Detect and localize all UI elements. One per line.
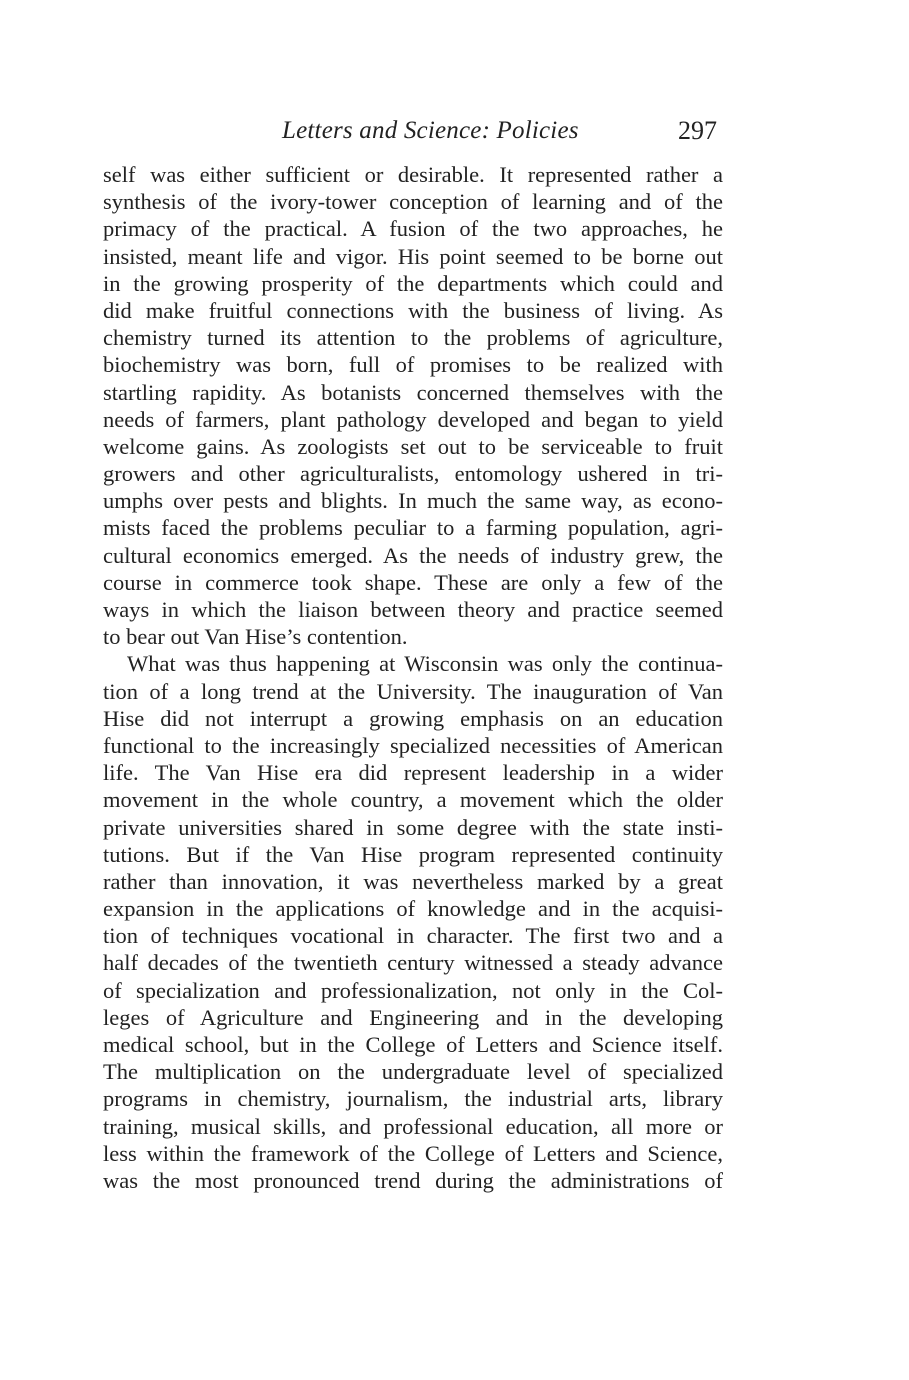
text-line: ways in which the liaison between theory and practice seemed [103, 597, 723, 622]
text-line: cultural economics emerged. As the needs of industry grew, the [103, 542, 723, 568]
text-line: self was either sufficient or desirable. It represented rather a [103, 162, 723, 187]
text-line: in the growing prosperity of the departments which could and [103, 270, 723, 296]
body-text [103, 161, 723, 1194]
text-line: growers and other agriculturalists, entomology ushered in tri- [103, 461, 723, 487]
text-line: less within the framework of the College of Letters and Science, [103, 1140, 723, 1166]
text-line: movement in the whole country, a movement which the older [103, 787, 723, 813]
text-line: startling rapidity. As botanists concerned themselves with the [103, 379, 723, 405]
text-line: of specialization and professionalization, not only in the Col- [103, 977, 723, 1003]
text-line: functional to the increasingly specialized necessities of American [103, 732, 723, 758]
text-line: synthesis of the ivory-tower conception of learning and of the [103, 189, 723, 215]
page-number: 297 [678, 116, 717, 145]
text-line: did make fruitful connections with the business of living. As [103, 297, 723, 323]
text-line: expansion in the applications of knowledge and in the acquisi- [103, 896, 723, 922]
text-line: mists faced the problems peculiar to a farming population, agri- [103, 515, 723, 541]
text-line: to bear out Van Hise’s contention. [103, 624, 408, 650]
text-line: medical school, but in the College of Letters and Science itself. [103, 1032, 723, 1057]
text-line: umphs over pests and blights. In much the same way, as econo- [103, 488, 723, 514]
text-line: What was thus happening at Wisconsin was only the continua- [127, 651, 723, 677]
text-line: course in commerce took shape. These are only a few of the [103, 569, 723, 595]
text-line: rather than innovation, it was nevertheless marked by a great [103, 868, 723, 894]
text-line: The multiplication on the undergraduate level of specialized [103, 1059, 723, 1085]
text-line: programs in chemistry, journalism, the industrial arts, library [103, 1086, 723, 1112]
text-line: leges of Agriculture and Engineering and in the developing [103, 1004, 723, 1030]
paragraph-2 [103, 650, 723, 1194]
text-line: Hise did not interrupt a growing emphasis on an education [103, 705, 723, 731]
text-line: primacy of the practical. A fusion of the two approaches, he [103, 216, 723, 242]
running-head: Letters and Science: Policies [282, 117, 579, 144]
paragraph-1 [103, 161, 723, 650]
text-line: insisted, meant life and vigor. His point seemed to be borne out [103, 243, 723, 269]
text-line: biochemistry was born, full of promises to be realized with [103, 352, 723, 378]
text-line: chemistry turned its attention to the problems of agriculture, [103, 325, 723, 351]
text-line: tutions. But if the Van Hise program represented continuity [103, 841, 723, 867]
text-line: half decades of the twentieth century witnessed a steady advance [103, 950, 723, 976]
text-line: welcome gains. As zoologists set out to be serviceable to fruit [103, 433, 723, 459]
text-line: tion of techniques vocational in character. The first two and a [103, 923, 723, 949]
text-line: was the most pronounced trend during the administrations of [103, 1167, 723, 1193]
text-line: needs of farmers, plant pathology developed and began to yield [103, 406, 723, 432]
text-line: tion of a long trend at the University. The inauguration of Van [103, 678, 723, 704]
text-line: life. The Van Hise era did represent leadership in a wider [103, 760, 723, 786]
text-line: training, musical skills, and professional education, all more or [103, 1113, 723, 1139]
text-line: private universities shared in some degree with the state insti- [103, 814, 723, 840]
